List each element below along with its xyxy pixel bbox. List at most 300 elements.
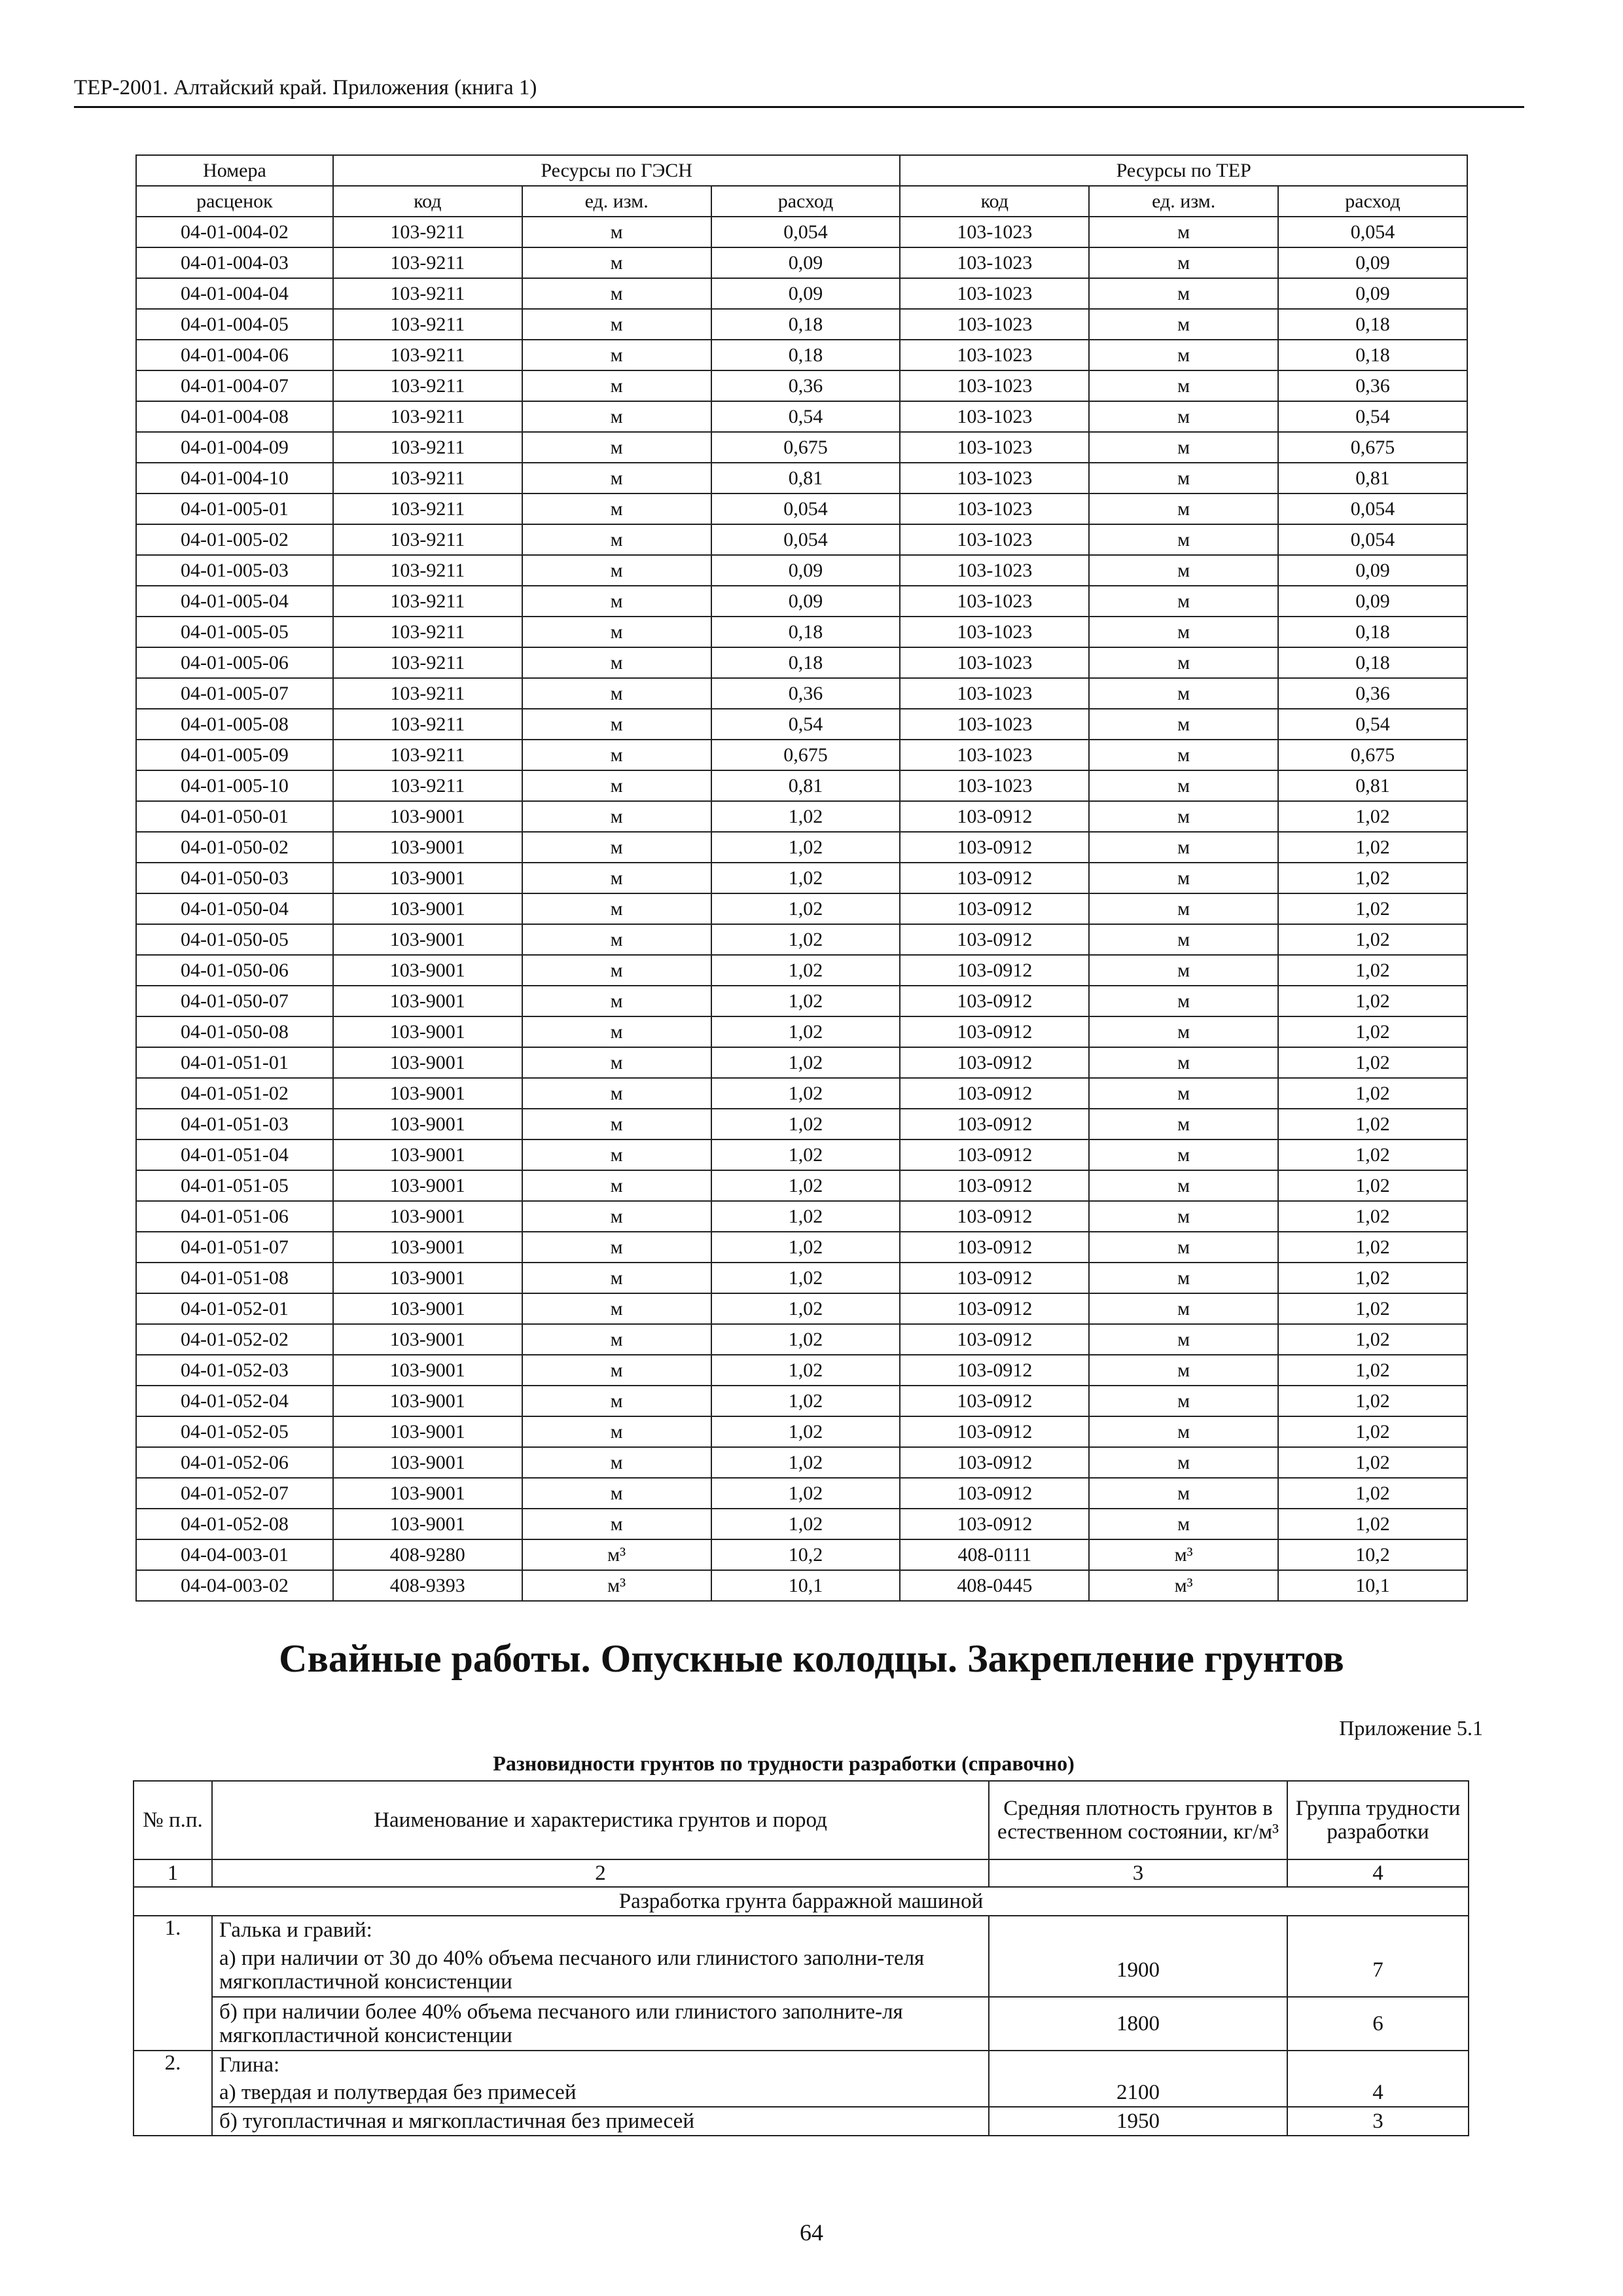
cell-ter-unit: м (1089, 863, 1278, 893)
cell-gesn-amount: 0,09 (711, 586, 901, 617)
table-row (136, 401, 1467, 432)
cell-ter-unit: м (1089, 1386, 1278, 1416)
cell-gesn-code: 103-9001 (333, 1324, 522, 1355)
cell-ter-code: 103-0912 (900, 1355, 1089, 1386)
cell-gesn-unit: м (522, 1509, 711, 1539)
cell-gesn-code: 103-9001 (333, 1263, 522, 1293)
cell-gesn-unit: м (522, 770, 711, 801)
subitem-group: 3 (1287, 2107, 1469, 2136)
cell-rate-number: 04-01-052-07 (136, 1478, 333, 1509)
cell-ter-unit: м (1089, 893, 1278, 924)
cell-gesn-unit: м (522, 709, 711, 740)
subitem-group: 6 (1287, 1997, 1469, 2051)
cell-ter-code: 103-0912 (900, 863, 1089, 893)
cell-gesn-amount: 0,81 (711, 770, 901, 801)
cell-gesn-code: 408-9280 (333, 1539, 522, 1570)
cell-gesn-unit: м (522, 924, 711, 955)
cell-gesn-amount: 1,02 (711, 1139, 901, 1170)
section-row-label: Разработка грунта барражной машиной (134, 1887, 1469, 1916)
cell-ter-code: 103-0912 (900, 1201, 1089, 1232)
cell-gesn-unit: м (522, 1047, 711, 1078)
cell-rate-number: 04-01-004-06 (136, 340, 333, 370)
cell-gesn-amount: 0,18 (711, 340, 901, 370)
soil-table-header-row (134, 1781, 1469, 1859)
cell-ter-unit: м (1089, 309, 1278, 340)
cell-ter-unit: м (1089, 1324, 1278, 1355)
column-number-row (134, 1859, 1469, 1887)
cell-gesn-unit: м (522, 278, 711, 309)
cell-gesn-code: 103-9001 (333, 801, 522, 832)
cell-ter-unit: м (1089, 1170, 1278, 1201)
header-rule (74, 106, 1524, 108)
cell-rate-number: 04-01-005-07 (136, 678, 333, 709)
cell-gesn-code: 103-9001 (333, 1109, 522, 1139)
cell-ter-unit: м (1089, 247, 1278, 278)
cell-ter-code: 103-0912 (900, 1109, 1089, 1139)
cell-gesn-code: 103-9001 (333, 1355, 522, 1386)
cell-ter-amount: 1,02 (1278, 1016, 1467, 1047)
cell-gesn-unit: м (522, 1078, 711, 1109)
table-row (136, 863, 1467, 893)
cell-rate-number: 04-01-005-08 (136, 709, 333, 740)
cell-ter-code: 103-1023 (900, 432, 1089, 463)
cell-ter-code: 103-0912 (900, 986, 1089, 1016)
cell-ter-amount: 0,54 (1278, 401, 1467, 432)
cell-ter-unit: м (1089, 1447, 1278, 1478)
table-row (136, 340, 1467, 370)
cell-gesn-unit: м (522, 1170, 711, 1201)
cell-ter-code: 103-0912 (900, 1078, 1089, 1109)
subitem-density: 1950 (989, 2107, 1287, 2136)
resources-table (135, 154, 1468, 1602)
cell-gesn-code: 103-9211 (333, 493, 522, 524)
cell-gesn-code: 103-9211 (333, 401, 522, 432)
cell-gesn-amount: 1,02 (711, 1324, 901, 1355)
cell-rate-number: 04-01-050-06 (136, 955, 333, 986)
cell-ter-code: 103-1023 (900, 524, 1089, 555)
cell-gesn-amount: 1,02 (711, 1047, 901, 1078)
cell-gesn-unit: м (522, 1478, 711, 1509)
cell-ter-code: 103-1023 (900, 247, 1089, 278)
cell-gesn-amount: 1,02 (711, 1232, 901, 1263)
table-row (136, 1016, 1467, 1047)
cell-rate-number: 04-01-005-01 (136, 493, 333, 524)
cell-gesn-amount: 0,09 (711, 247, 901, 278)
cell-ter-code: 103-0912 (900, 1047, 1089, 1078)
cell-ter-amount: 1,02 (1278, 863, 1467, 893)
item-number: 1. (134, 1916, 212, 2051)
cell-gesn-code: 103-9211 (333, 340, 522, 370)
cell-gesn-code: 103-9001 (333, 1509, 522, 1539)
cell-gesn-amount: 1,02 (711, 801, 901, 832)
cell-gesn-unit: м³ (522, 1539, 711, 1570)
cell-ter-code: 103-0912 (900, 801, 1089, 832)
cell-ter-code: 408-0111 (900, 1539, 1089, 1570)
table-row (136, 1139, 1467, 1170)
cell-ter-amount: 1,02 (1278, 1170, 1467, 1201)
cell-ter-unit: м (1089, 1078, 1278, 1109)
soil-subitem-row (134, 2079, 1469, 2107)
cell-gesn-amount: 1,02 (711, 1078, 901, 1109)
cell-gesn-unit: м (522, 1355, 711, 1386)
cell-gesn-amount: 10,2 (711, 1539, 901, 1570)
cell-gesn-unit: м (522, 524, 711, 555)
cell-gesn-code: 103-9001 (333, 924, 522, 955)
subitem-text: а) твердая и полутвердая без примесей (212, 2079, 989, 2107)
cell-gesn-code: 103-9211 (333, 217, 522, 247)
cell-gesn-code: 103-9001 (333, 893, 522, 924)
cell-ter-unit: м (1089, 463, 1278, 493)
cell-gesn-unit: м (522, 1416, 711, 1447)
table-row (136, 1263, 1467, 1293)
cell-ter-amount: 1,02 (1278, 893, 1467, 924)
cell-gesn-code: 103-9211 (333, 709, 522, 740)
cell-ter-unit: м (1089, 1016, 1278, 1047)
cell-rate-number: 04-01-051-01 (136, 1047, 333, 1078)
cell-rate-number: 04-01-052-01 (136, 1293, 333, 1324)
cell-ter-amount: 1,02 (1278, 1232, 1467, 1263)
cell-ter-code: 103-1023 (900, 709, 1089, 740)
cell-gesn-amount: 1,02 (711, 863, 901, 893)
cell-ter-code: 103-1023 (900, 555, 1089, 586)
table-row (136, 1109, 1467, 1139)
cell-rate-number: 04-01-051-07 (136, 1232, 333, 1263)
cell-gesn-unit: м (522, 740, 711, 770)
table-row (136, 370, 1467, 401)
cell-rate-number: 04-01-051-06 (136, 1201, 333, 1232)
item-title: Глина: (212, 2051, 989, 2079)
cell-ter-code: 103-1023 (900, 370, 1089, 401)
soil-subitem-row (134, 2107, 1469, 2136)
cell-ter-unit: м (1089, 1232, 1278, 1263)
cell-gesn-amount: 1,02 (711, 986, 901, 1016)
header-rate-numbers-bottom: расценок (136, 186, 333, 217)
soil-subitem-row (134, 1997, 1469, 2051)
item-number: 2. (134, 2051, 212, 2136)
cell-ter-unit: м (1089, 1109, 1278, 1139)
cell-rate-number: 04-01-052-03 (136, 1355, 333, 1386)
subitem-text: б) тугопластичная и мягкопластичная без примесей (212, 2107, 989, 2136)
cell-gesn-unit: м (522, 1109, 711, 1139)
cell-ter-code: 103-0912 (900, 893, 1089, 924)
table-row (136, 647, 1467, 678)
subitem-group: 7 (1287, 1944, 1469, 1997)
cell-ter-unit: м (1089, 1293, 1278, 1324)
cell-gesn-amount: 10,1 (711, 1570, 901, 1601)
table-row (136, 1324, 1467, 1355)
cell-ter-unit: м³ (1089, 1570, 1278, 1601)
cell-ter-amount: 1,02 (1278, 1509, 1467, 1539)
cell-gesn-amount: 1,02 (711, 1293, 901, 1324)
cell-ter-code: 103-1023 (900, 493, 1089, 524)
cell-gesn-unit: м (522, 340, 711, 370)
cell-gesn-unit: м (522, 401, 711, 432)
cell-gesn-code: 103-9211 (333, 586, 522, 617)
empty-cell (1287, 2051, 1469, 2079)
cell-rate-number: 04-01-005-04 (136, 586, 333, 617)
cell-gesn-code: 103-9211 (333, 370, 522, 401)
table-row (136, 1386, 1467, 1416)
cell-ter-unit: м (1089, 1263, 1278, 1293)
cell-gesn-amount: 0,54 (711, 401, 901, 432)
cell-gesn-code: 103-9211 (333, 463, 522, 493)
cell-gesn-amount: 0,054 (711, 524, 901, 555)
table-row (136, 463, 1467, 493)
table-row (136, 617, 1467, 647)
cell-gesn-code: 103-9001 (333, 863, 522, 893)
cell-gesn-unit: м (522, 1139, 711, 1170)
cell-ter-code: 103-0912 (900, 1478, 1089, 1509)
header-rate-numbers-top: Номера (136, 155, 333, 186)
cell-ter-amount: 0,81 (1278, 463, 1467, 493)
table-row (136, 586, 1467, 617)
cell-ter-amount: 1,02 (1278, 1201, 1467, 1232)
table-row (136, 770, 1467, 801)
subitem-text: б) при наличии более 40% объема песчаного или глинистого заполните-ля мягкопластичной консистенции (212, 1997, 989, 2051)
table-row (136, 955, 1467, 986)
cell-gesn-amount: 1,02 (711, 1109, 901, 1139)
cell-rate-number: 04-01-052-04 (136, 1386, 333, 1416)
cell-rate-number: 04-01-050-02 (136, 832, 333, 863)
table-row (136, 986, 1467, 1016)
cell-ter-code: 103-0912 (900, 1293, 1089, 1324)
cell-gesn-code: 103-9001 (333, 1447, 522, 1478)
cell-gesn-amount: 1,02 (711, 1016, 901, 1047)
cell-gesn-amount: 0,36 (711, 370, 901, 401)
cell-ter-unit: м (1089, 555, 1278, 586)
cell-ter-amount: 0,09 (1278, 278, 1467, 309)
cell-gesn-code: 103-9001 (333, 1293, 522, 1324)
cell-ter-code: 103-1023 (900, 340, 1089, 370)
cell-gesn-amount: 0,18 (711, 647, 901, 678)
cell-gesn-unit: м (522, 832, 711, 863)
col-number: 1 (134, 1859, 212, 1887)
cell-gesn-unit: м (522, 1263, 711, 1293)
cell-gesn-amount: 0,054 (711, 493, 901, 524)
cell-rate-number: 04-01-052-05 (136, 1416, 333, 1447)
cell-ter-code: 103-0912 (900, 1386, 1089, 1416)
cell-gesn-code: 103-9001 (333, 1201, 522, 1232)
cell-rate-number: 04-01-052-08 (136, 1509, 333, 1539)
cell-rate-number: 04-01-005-09 (136, 740, 333, 770)
cell-gesn-code: 103-9001 (333, 986, 522, 1016)
cell-ter-code: 103-1023 (900, 217, 1089, 247)
cell-ter-code: 103-1023 (900, 586, 1089, 617)
cell-ter-amount: 10,2 (1278, 1539, 1467, 1570)
cell-gesn-unit: м (522, 986, 711, 1016)
cell-gesn-unit: м (522, 217, 711, 247)
item-title: Галька и гравий: (212, 1916, 989, 1944)
cell-ter-unit: м (1089, 1478, 1278, 1509)
cell-ter-unit: м³ (1089, 1539, 1278, 1570)
soil-item-2-title-row (134, 2051, 1469, 2079)
cell-ter-unit: м (1089, 740, 1278, 770)
cell-ter-amount: 1,02 (1278, 1139, 1467, 1170)
cell-rate-number: 04-01-050-03 (136, 863, 333, 893)
cell-ter-amount: 0,36 (1278, 370, 1467, 401)
table-row (136, 924, 1467, 955)
cell-gesn-amount: 1,02 (711, 1386, 901, 1416)
cell-gesn-code: 103-9211 (333, 770, 522, 801)
cell-rate-number: 04-01-051-05 (136, 1170, 333, 1201)
table-row (136, 1509, 1467, 1539)
cell-ter-code: 103-0912 (900, 1232, 1089, 1263)
cell-ter-amount: 0,18 (1278, 647, 1467, 678)
table-row (136, 1447, 1467, 1478)
running-header: ТЕР-2001. Алтайский край. Приложения (книга 1) (74, 76, 537, 99)
cell-gesn-code: 103-9211 (333, 524, 522, 555)
cell-ter-code: 103-1023 (900, 770, 1089, 801)
cell-ter-code: 103-1023 (900, 617, 1089, 647)
cell-gesn-unit: м (522, 801, 711, 832)
cell-rate-number: 04-01-051-08 (136, 1263, 333, 1293)
table-row (136, 309, 1467, 340)
cell-ter-unit: м (1089, 709, 1278, 740)
table-row (136, 893, 1467, 924)
cell-rate-number: 04-01-005-06 (136, 647, 333, 678)
cell-rate-number: 04-01-050-04 (136, 893, 333, 924)
col-number: 2 (212, 1859, 989, 1887)
cell-gesn-code: 103-9211 (333, 740, 522, 770)
cell-ter-unit: м (1089, 493, 1278, 524)
table-row (136, 217, 1467, 247)
header-ter-amount: расход (1278, 186, 1467, 217)
cell-gesn-code: 103-9211 (333, 278, 522, 309)
table-row (136, 1201, 1467, 1232)
cell-gesn-code: 103-9001 (333, 1047, 522, 1078)
table-row (136, 1539, 1467, 1570)
cell-gesn-amount: 0,54 (711, 709, 901, 740)
cell-ter-code: 103-0912 (900, 832, 1089, 863)
col-number: 3 (989, 1859, 1287, 1887)
cell-gesn-unit: м (522, 247, 711, 278)
empty-cell (989, 2051, 1287, 2079)
cell-gesn-code: 103-9001 (333, 955, 522, 986)
cell-gesn-unit: м (522, 1386, 711, 1416)
cell-ter-code: 103-1023 (900, 740, 1089, 770)
cell-ter-unit: м (1089, 401, 1278, 432)
cell-gesn-code: 103-9211 (333, 647, 522, 678)
cell-ter-amount: 0,054 (1278, 524, 1467, 555)
cell-ter-amount: 1,02 (1278, 1109, 1467, 1139)
cell-ter-amount: 1,02 (1278, 1386, 1467, 1416)
cell-rate-number: 04-04-003-02 (136, 1570, 333, 1601)
cell-rate-number: 04-01-004-05 (136, 309, 333, 340)
cell-ter-amount: 0,09 (1278, 247, 1467, 278)
cell-ter-unit: м (1089, 370, 1278, 401)
table-row (136, 555, 1467, 586)
cell-ter-unit: м (1089, 1047, 1278, 1078)
table-row (136, 432, 1467, 463)
cell-ter-amount: 1,02 (1278, 1047, 1467, 1078)
cell-gesn-amount: 1,02 (711, 1355, 901, 1386)
cell-rate-number: 04-01-004-08 (136, 401, 333, 432)
table-row (136, 1078, 1467, 1109)
cell-rate-number: 04-01-052-02 (136, 1324, 333, 1355)
table-row (136, 832, 1467, 863)
cell-gesn-unit: м (522, 586, 711, 617)
cell-rate-number: 04-01-052-06 (136, 1447, 333, 1478)
cell-rate-number: 04-04-003-01 (136, 1539, 333, 1570)
cell-ter-unit: м (1089, 801, 1278, 832)
cell-ter-code: 103-0912 (900, 1447, 1089, 1478)
table-row (136, 493, 1467, 524)
header-gesn-unit: ед. изм. (522, 186, 711, 217)
col-number: 4 (1287, 1859, 1469, 1887)
cell-ter-code: 103-1023 (900, 278, 1089, 309)
cell-ter-unit: м (1089, 1201, 1278, 1232)
subitem-density: 1900 (989, 1944, 1287, 1997)
cell-gesn-amount: 0,81 (711, 463, 901, 493)
header-ter-resources: Ресурсы по ТЕР (900, 155, 1467, 186)
cell-gesn-code: 103-9001 (333, 1139, 522, 1170)
cell-rate-number: 04-01-051-03 (136, 1109, 333, 1139)
cell-gesn-unit: м (522, 955, 711, 986)
cell-ter-unit: м (1089, 1509, 1278, 1539)
cell-gesn-unit: м (522, 1293, 711, 1324)
table-row (136, 1478, 1467, 1509)
cell-ter-unit: м (1089, 955, 1278, 986)
cell-ter-amount: 1,02 (1278, 924, 1467, 955)
cell-ter-amount: 1,02 (1278, 801, 1467, 832)
cell-gesn-code: 103-9001 (333, 832, 522, 863)
cell-gesn-unit: м (522, 1324, 711, 1355)
cell-gesn-amount: 1,02 (711, 1509, 901, 1539)
cell-ter-code: 103-0912 (900, 1416, 1089, 1447)
cell-gesn-amount: 1,02 (711, 1478, 901, 1509)
cell-ter-amount: 0,675 (1278, 432, 1467, 463)
cell-ter-amount: 0,18 (1278, 340, 1467, 370)
table-row (136, 709, 1467, 740)
cell-gesn-amount: 0,36 (711, 678, 901, 709)
cell-ter-unit: м (1089, 1139, 1278, 1170)
subitem-density: 2100 (989, 2079, 1287, 2107)
cell-ter-unit: м (1089, 1416, 1278, 1447)
empty-cell (989, 1916, 1287, 1944)
cell-gesn-code: 103-9211 (333, 432, 522, 463)
table-header-row (136, 155, 1467, 186)
table-row (136, 1293, 1467, 1324)
soil-table (133, 1780, 1469, 2136)
cell-gesn-unit: м³ (522, 1570, 711, 1601)
cell-ter-unit: м (1089, 832, 1278, 863)
table-row (136, 1355, 1467, 1386)
cell-ter-amount: 1,02 (1278, 1447, 1467, 1478)
cell-gesn-amount: 0,18 (711, 309, 901, 340)
cell-rate-number: 04-01-050-08 (136, 1016, 333, 1047)
cell-gesn-code: 103-9211 (333, 678, 522, 709)
cell-ter-code: 103-1023 (900, 401, 1089, 432)
cell-ter-unit: м (1089, 924, 1278, 955)
header-group: Группа трудности разработки (1287, 1781, 1469, 1859)
cell-gesn-code: 103-9001 (333, 1478, 522, 1509)
cell-ter-code: 103-0912 (900, 1170, 1089, 1201)
cell-rate-number: 04-01-004-09 (136, 432, 333, 463)
table-row (136, 1047, 1467, 1078)
cell-ter-amount: 1,02 (1278, 986, 1467, 1016)
cell-rate-number: 04-01-005-05 (136, 617, 333, 647)
cell-gesn-amount: 0,675 (711, 432, 901, 463)
table-row (136, 678, 1467, 709)
cell-ter-unit: м (1089, 986, 1278, 1016)
cell-ter-code: 103-0912 (900, 1509, 1089, 1539)
cell-rate-number: 04-01-004-04 (136, 278, 333, 309)
cell-gesn-unit: м (522, 463, 711, 493)
cell-gesn-code: 103-9211 (333, 617, 522, 647)
table-row (136, 1570, 1467, 1601)
cell-ter-amount: 0,675 (1278, 740, 1467, 770)
header-gesn-amount: расход (711, 186, 901, 217)
